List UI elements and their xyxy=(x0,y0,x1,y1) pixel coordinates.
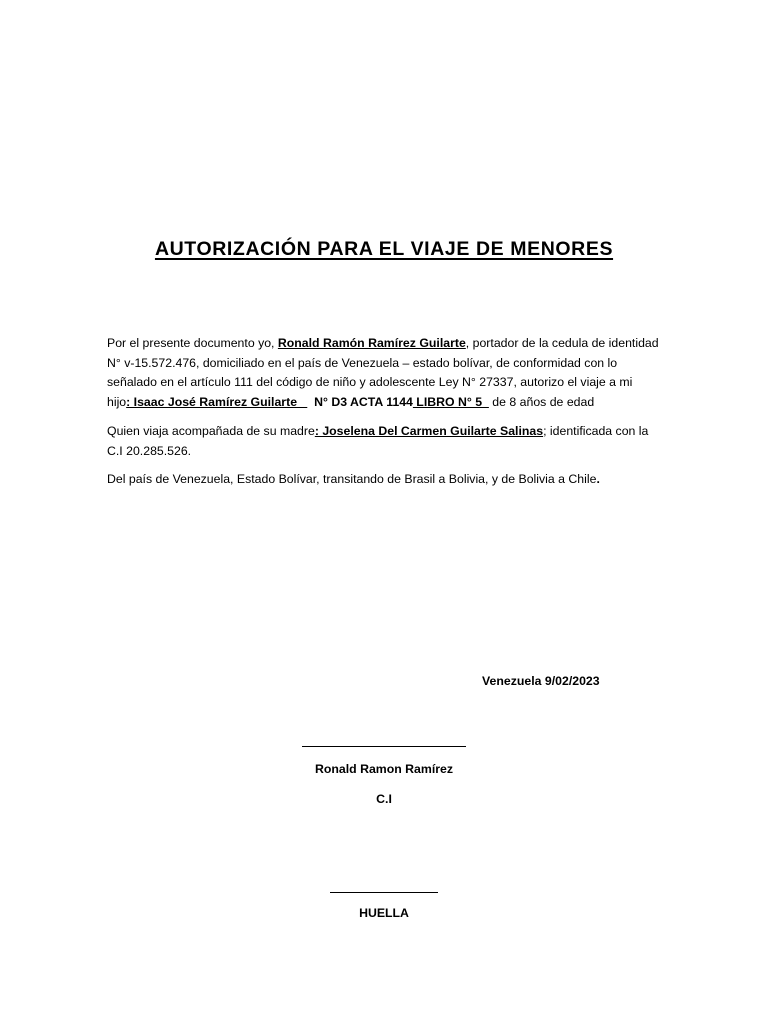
mother-name: : Joselena Del Carmen Guilarte Salinas xyxy=(314,424,544,438)
route-paragraph xyxy=(107,470,667,490)
signer-ci-label: C.I xyxy=(376,792,392,806)
child-age: de 8 años de edad xyxy=(488,394,595,409)
signer-name: Ronald Ramon Ramírez xyxy=(314,762,454,776)
libro-number: LIBRO N° 5 xyxy=(412,394,489,409)
authorization-paragraph xyxy=(107,334,667,412)
document-date: Venezuela 9/02/2023 xyxy=(482,674,600,688)
child-name: : Isaac José Ramírez Guilarte xyxy=(126,394,308,409)
paragraph-details: , portador de la cedula de identidad N° v-15.572.476, domiciliado en el país de Venezuela – estado bolívar, de conformidad con lo señalado en el artículo 111 del código de niño y adolescente Ley N° 27337, autorizo el viaje a mi hijo xyxy=(107,336,659,409)
mother-id: ; identificada con la C.I 20.285.526. xyxy=(107,424,649,458)
parent-name: Ronald Ramón Ramírez Guilarte xyxy=(277,336,466,350)
fingerprint-line xyxy=(330,892,438,893)
signature-line xyxy=(302,746,466,747)
companion-paragraph xyxy=(107,422,667,461)
document-title: AUTORIZACIÓN PARA EL VIAJE DE MENORES xyxy=(154,238,614,260)
route-text: Del país de Venezuela, Estado Bolívar, transitando de Brasil a Bolivia, y de Bolivia a Chile xyxy=(107,472,597,486)
acta-number: N° D3 ACTA 1144 xyxy=(307,394,413,409)
paragraph-intro: Por el presente documento yo, xyxy=(107,336,278,350)
route-end: . xyxy=(596,472,600,486)
fingerprint-label: HUELLA xyxy=(359,906,409,920)
companion-intro: Quien viaja acompañada de su madre xyxy=(107,424,315,438)
